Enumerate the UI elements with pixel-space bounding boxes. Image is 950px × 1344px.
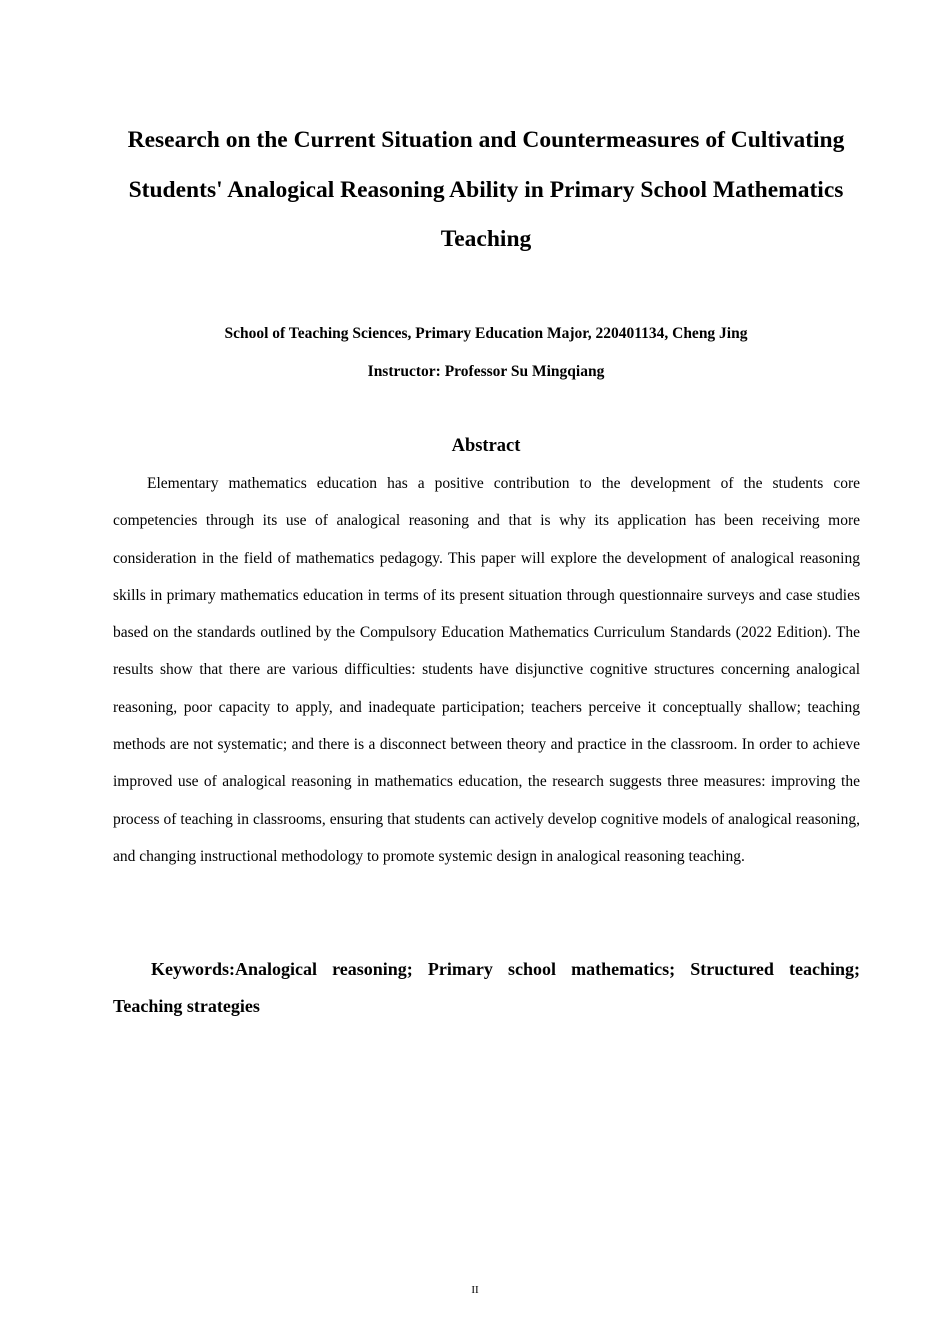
instructor-line: Instructor: Professor Su Mingqiang xyxy=(367,363,605,380)
abstract-body: Elementary mathematics education has a positive contribution to the development of the students core competencies through its use of analogical reasoning and that is why its application has been receiving more consideration in the field of mathematics pedagogy. This paper will explore the development of analogical reasoning skills in primary mathematics education in terms of its present situation through questionnaire surveys and case studies based on the standards outlined by the Compulsory Education Mathematics Curriculum Standards (2022 Edition). The results show that there are various difficulties: students have disjunctive cognitive structures concerning analogical reasoning, poor capacity to apply, and inadequate participation; teachers perceive it conceptually shallow; teaching methods are not systematic; and there is a disconnect between theory and practice in the classroom. In order to achieve improved use of analogical reasoning in mathematics education, the research suggests three measures: improving the process of teaching in classrooms, ensuring that students can actively develop cognitive models of analogical reasoning, and changing instructional methodology to promote systemic design in analogical reasoning teaching. xyxy=(113,475,860,865)
paper-title: Research on the Current Situation and Countermeasures of Cultivating Students' Analogical Reasoning Ability in Primary School Mathematics Teaching xyxy=(127,127,845,252)
abstract-heading: Abstract xyxy=(451,436,521,456)
author-affiliation: School of Teaching Sciences, Primary Education Major, 220401134, Cheng Jing xyxy=(224,325,748,342)
page-number: II xyxy=(471,1284,479,1296)
keywords-paragraph: Keywords:Analogical reasoning; Primary school mathematics; Structured teaching; Teaching strategies xyxy=(113,959,860,1016)
